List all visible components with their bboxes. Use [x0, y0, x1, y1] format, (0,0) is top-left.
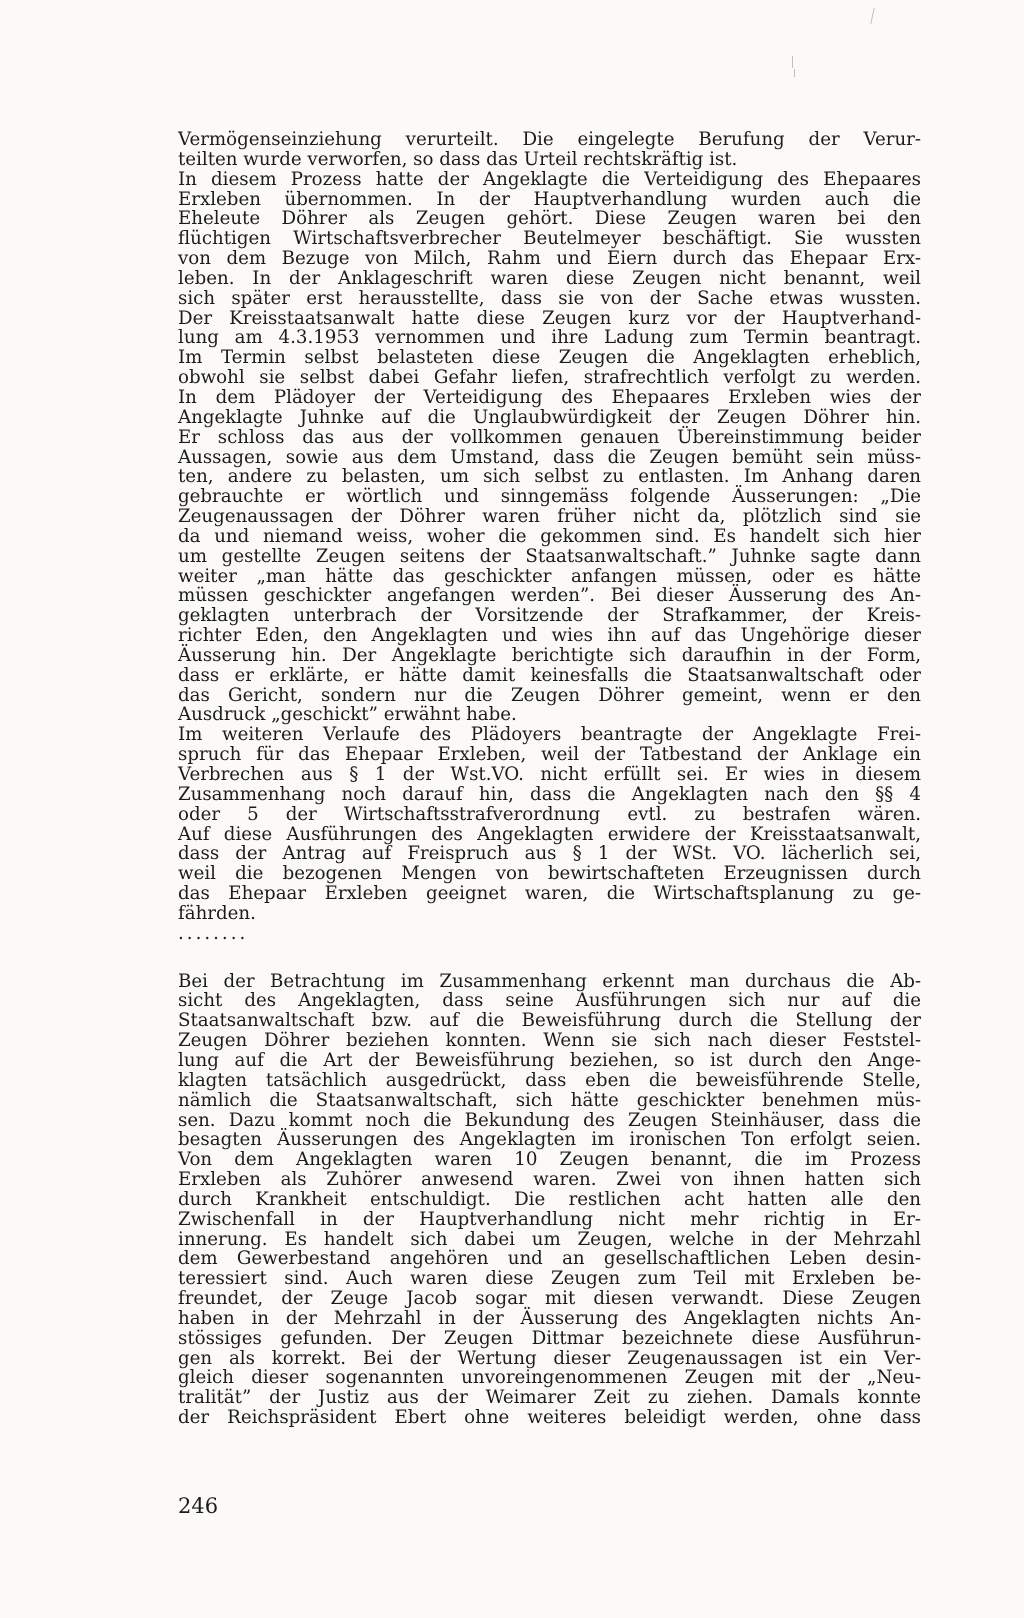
- scan-mark: [792, 56, 793, 68]
- text-line: weil die bezogenen Mengen von bewirtschafteten Erzeugnissen durch: [178, 863, 921, 885]
- text-line: richter Eden, den Angeklagten und wies ihn auf das Ungehörige dieser: [178, 625, 921, 647]
- text-line: In diesem Prozess hatte der Angeklagte die Verteidigung des Ehepaares: [178, 168, 921, 190]
- text-line: gen als korrekt. Bei der Wertung dieser Zeugenaussagen ist ein Ver-: [178, 1347, 921, 1369]
- text-line: Von dem Angeklagten waren 10 Zeugen benannt, die im Prozess: [178, 1149, 921, 1171]
- text-line: Angeklagte Juhnke auf die Unglaubwürdigkeit der Zeugen Döhrer hin.: [178, 406, 921, 428]
- text-line: freundet, der Zeuge Jacob sogar mit diesen verwandt. Diese Zeugen: [178, 1288, 921, 1310]
- text-line: dem Gewerbestand angehören und an gesellschaftlichen Leben desin-: [178, 1248, 921, 1270]
- text-line: sen. Dazu kommt noch die Bekundung des Zeugen Steinhäuser, dass die: [178, 1109, 921, 1131]
- text-line: geklagten unterbrach der Vorsitzende der Strafkammer, der Kreis-: [178, 605, 921, 627]
- text-line: von dem Bezuge von Milch, Rahm und Eiern durch das Ehepaar Erx-: [178, 248, 921, 270]
- paragraph-1: [178, 130, 921, 170]
- text-line: Im weiteren Verlaufe des Plädoyers beantragte der Angeklagte Frei-: [178, 724, 921, 746]
- text-line: Erxleben übernommen. In der Hauptverhandlung wurden auch die: [178, 188, 921, 210]
- text-line: Eheleute Döhrer als Zeugen gehört. Diese Zeugen waren bei den: [178, 208, 921, 230]
- page-number: 246: [178, 1494, 219, 1518]
- scan-mark: [870, 8, 874, 24]
- text-line: das Gericht, sondern nur die Zeugen Döhrer gemeint, wenn er den: [178, 684, 921, 706]
- text-line: Verbrechen aus § 1 der Wst.VO. nicht erfüllt sei. Er wies in diesem: [178, 764, 921, 785]
- text-line: Ausdruck „geschickt” erwähnt habe.: [178, 704, 517, 726]
- text-line: fährden.: [178, 902, 256, 924]
- scan-mark: [794, 69, 795, 77]
- text-line: klagten tatsächlich ausgedrückt, dass eben die beweisführende Stelle,: [178, 1069, 921, 1091]
- text-line: teressiert sind. Auch waren diese Zeugen zum Teil mit Erxleben be-: [178, 1268, 921, 1290]
- text-line: ten, andere zu belasten, um sich selbst zu entlasten. Im Anhang daren: [178, 466, 921, 488]
- ellipsis-separator: ........: [178, 922, 249, 944]
- text-line: lung am 4.3.1953 vernommen und ihre Ladung zum Termin beantragt.: [178, 327, 921, 349]
- text-line: gebrauchte er wörtlich und sinngemäss folgende Äusserungen: „Die: [178, 486, 921, 508]
- text-line: Der Kreisstaatsanwalt hatte diese Zeugen kurz vor der Hauptverhand-: [178, 307, 921, 329]
- section-gap: [178, 944, 921, 972]
- text-line: stössiges gefunden. Der Zeugen Dittmar bezeichnete diese Ausführun-: [178, 1327, 921, 1349]
- paragraph-2: [178, 170, 921, 726]
- text-line: leben. In der Anklageschrift waren diese Zeugen nicht benannt, weil: [178, 267, 921, 289]
- text-line: Aussagen, sowie aus dem Umstand, dass die Zeugen bemüht sein müss-: [178, 446, 921, 468]
- text-line: Zusammenhang noch darauf hin, dass die Angeklagten nach den §§ 4: [178, 783, 921, 805]
- text-column: [178, 130, 921, 1428]
- text-line: um gestellte Zeugen seitens der Staatsanwaltschaft.” Juhnke sagte dann: [178, 545, 921, 567]
- text-line: Bei der Betrachtung im Zusammenhang erkennt man durchaus die Ab-: [178, 970, 921, 992]
- text-line: gleich dieser sogenannten unvoreingenommenen Zeugen mit der „Neu-: [178, 1367, 921, 1389]
- text-line: oder 5 der Wirtschaftsstrafverordnung evtl. zu bestrafen wären.: [178, 803, 921, 825]
- text-line: der Reichspräsident Ebert ohne weiteres beleidigt werden, ohne dass: [178, 1407, 921, 1429]
- paragraph-3: [178, 725, 921, 923]
- text-line: müssen geschickter angefangen werden”. Bei dieser Äusserung des An-: [178, 585, 921, 607]
- text-line: sich später erst herausstellte, dass sie von der Sache etwas wussten.: [178, 287, 921, 309]
- text-line: dass der Antrag auf Freispruch aus § 1 der WSt. VO. lächerlich sei,: [178, 843, 921, 865]
- text-line: durch Krankheit entschuldigt. Die restlichen acht hatten alle den: [178, 1188, 921, 1210]
- text-line: dass er erklärte, er hätte damit keinesfalls die Staatsanwaltschaft oder: [178, 664, 921, 686]
- text-line: flüchtigen Wirtschaftsverbrecher Beutelmeyer beschäftigt. Sie wussten: [178, 228, 921, 250]
- text-line: Erxleben als Zuhörer anwesend waren. Zwei von ihnen hatten sich: [178, 1169, 921, 1191]
- text-line: obwohl sie selbst dabei Gefahr liefen, strafrechtlich verfolgt zu werden.: [178, 367, 921, 389]
- text-line: Zwischenfall in der Hauptverhandlung nicht mehr richtig in Er-: [178, 1208, 921, 1230]
- text-line: Auf diese Ausführungen des Angeklagten erwidere der Kreisstaatsanwalt,: [178, 823, 921, 845]
- text-line: haben in der Mehrzahl in der Äusserung des Angeklagten nichts An-: [178, 1307, 921, 1329]
- text-line: tralität” der Justiz aus der Weimarer Zeit zu ziehen. Damals konnte: [178, 1387, 921, 1409]
- text-line: Zeugen Döhrer beziehen konnten. Wenn sie sich nach dieser Feststel-: [178, 1030, 921, 1052]
- text-line: Äusserung hin. Der Angeklagte berichtigte sich daraufhin in der Form,: [178, 644, 921, 666]
- text-line: Zeugenaussagen der Döhrer waren früher nicht da, plötzlich sind sie: [178, 506, 921, 528]
- text-line: Im Termin selbst belasteten diese Zeugen die Angeklagten erheblich,: [178, 347, 921, 369]
- text-line: das Ehepaar Erxleben geeignet waren, die Wirtschaftsplanung zu ge-: [178, 883, 921, 905]
- paragraph-4: [178, 972, 921, 1428]
- text-line: spruch für das Ehepaar Erxleben, weil der Tatbestand der Anklage ein: [178, 744, 921, 766]
- text-line: Vermögenseinziehung verurteilt. Die eingelegte Berufung der Verur-: [178, 129, 921, 150]
- text-line: In dem Plädoyer der Verteidigung des Ehepaares Erxleben wies der: [178, 386, 921, 408]
- text-line: da und niemand weiss, woher die gekommen sind. Es handelt sich hier: [178, 525, 921, 547]
- text-line: Er schloss das aus der vollkommen genauen Übereinstimmung beider: [178, 426, 921, 448]
- text-line: besagten Äusserungen des Angeklagten im ironischen Ton erfolgt seien.: [178, 1129, 921, 1151]
- text-line: lung auf die Art der Beweisführung beziehen, so ist durch den Ange-: [178, 1049, 921, 1071]
- text-line: sicht des Angeklagten, dass seine Ausführungen sich nur auf die: [178, 990, 921, 1012]
- text-line: teilten wurde verworfen, so dass das Urteil rechtskräftig ist.: [178, 148, 738, 170]
- text-line: weiter „man hätte das geschickter anfangen müssen, oder es hätte: [178, 565, 921, 587]
- text-line: innerung. Es handelt sich dabei um Zeugen, welche in der Mehrzahl: [178, 1228, 921, 1250]
- text-line: Staatsanwaltschaft bzw. auf die Beweisführung durch die Stellung der: [178, 1010, 921, 1032]
- text-line: nämlich die Staatsanwaltschaft, sich hätte geschickter benehmen müs-: [178, 1089, 921, 1111]
